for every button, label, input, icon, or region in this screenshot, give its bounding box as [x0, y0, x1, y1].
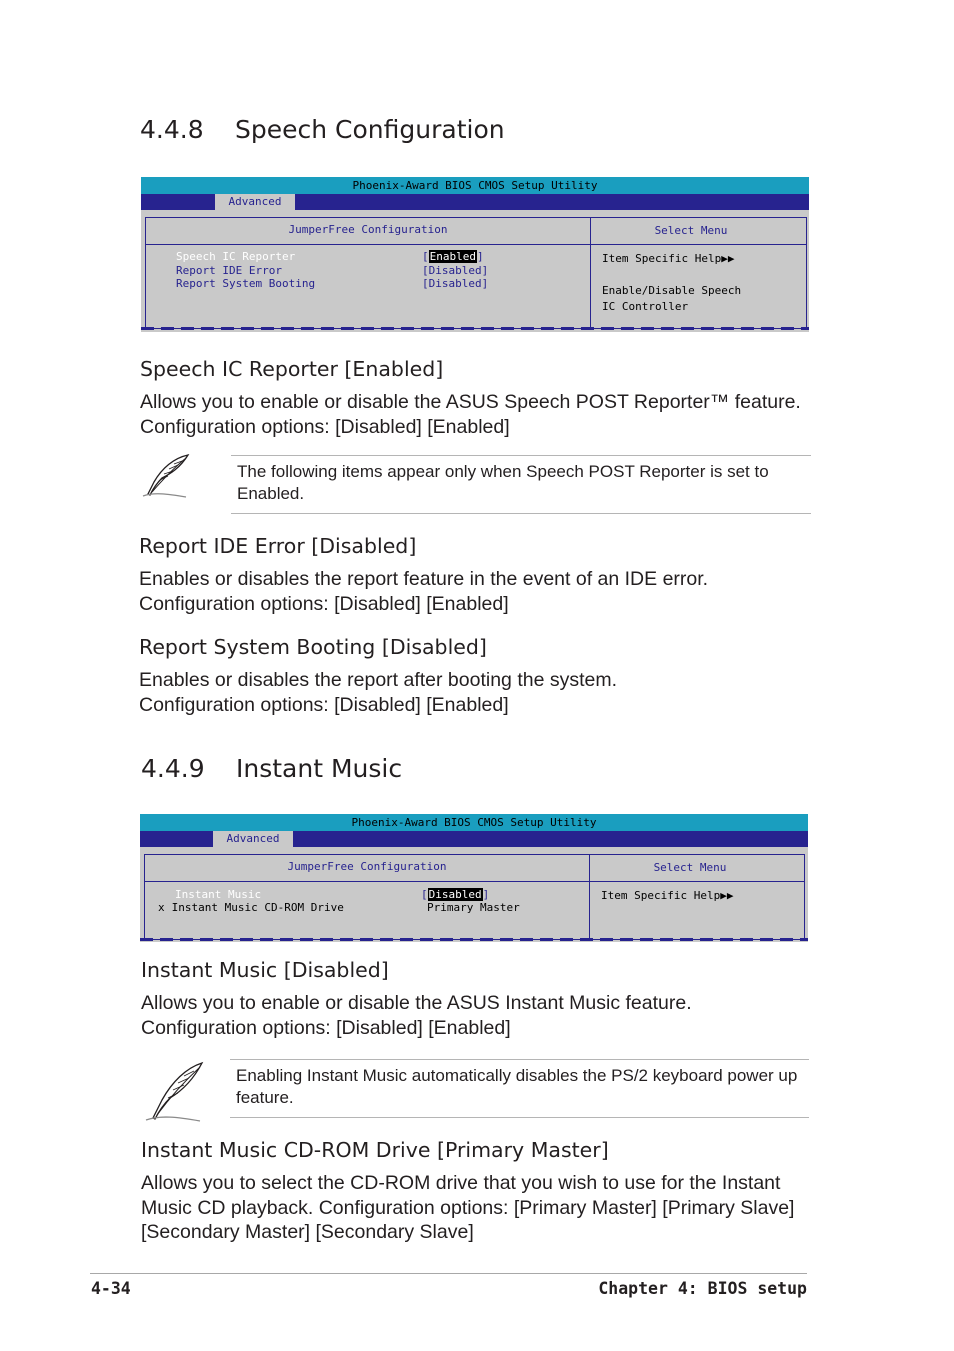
item-label: Instant Music CD-ROM Drive [171, 901, 344, 914]
help-line: Item Specific Help▶▶ [602, 252, 735, 265]
bios-item-value[interactable]: [Enabled] [422, 250, 484, 263]
tab-advanced[interactable]: Advanced [213, 831, 293, 847]
section-number: 4.4.9 [141, 754, 205, 783]
subsection-text: Allows you to enable or disable the ASUS Instant Music feature. Configuration options: [Disabled] [Enabled] [141, 992, 692, 1039]
panel-title: JumperFree Configuration [288, 223, 448, 236]
note-text: Enabling Instant Music automatically disables the PS/2 keyboard power up feature. [236, 1066, 798, 1107]
bios-item-speech-ic-reporter[interactable] [176, 250, 295, 264]
subsection-title: Report System Booting [Disabled] [139, 635, 487, 659]
bios-item-value[interactable]: [Disabled] [422, 264, 489, 277]
bios-item-value[interactable]: [Disabled] [422, 277, 489, 290]
bios-item-value[interactable]: Primary Master [427, 901, 520, 914]
subsection-text: Enables or disables the report feature in the event of an IDE error. Configuration options: [Disabled] [Enabled] [139, 568, 709, 615]
help-line: IC Controller [602, 300, 689, 313]
section-number: 4.4.8 [140, 115, 204, 144]
note-text: The following items appear only when Speech POST Reporter is set to Enabled. [237, 462, 769, 503]
subsection-text: Allows you to select the CD-ROM drive that you wish to use for the Instant Music CD playback. Configuration options: [Primary Master] [Primary Slave] [Secondary Master] [Secondary Slave] [141, 1172, 795, 1243]
subsection-title: Speech IC Reporter [Enabled] [140, 357, 444, 381]
bios-menu-bar [140, 831, 808, 847]
bios-screen-instant-music [140, 814, 808, 942]
bios-item-value[interactable]: [Disabled] [421, 888, 490, 901]
double-right-arrow-icon: ▶▶ [721, 252, 735, 265]
bios-item-report-ide-error[interactable] [176, 264, 282, 278]
tab-advanced[interactable]: Advanced [215, 194, 295, 210]
section-heading-speech-configuration [140, 115, 505, 144]
subsection-text: Enables or disables the report after booting the system. Configuration options: [Disabled] [Enabled] [139, 669, 618, 716]
bios-item-instant-music[interactable] [175, 888, 261, 902]
item-label: Report System Booting [176, 277, 316, 290]
bios-menu-bar [141, 194, 809, 210]
double-right-arrow-icon: ▶▶ [720, 889, 734, 902]
item-label: Instant Music [175, 888, 262, 901]
subsection-title: Instant Music [Disabled] [141, 958, 389, 982]
disabled-marker: x [158, 901, 165, 914]
item-label: Speech IC Reporter [176, 250, 296, 263]
help-title: Select Menu [653, 861, 727, 874]
section-title: Instant Music [236, 754, 403, 783]
bios-screen-speech [141, 177, 809, 332]
footer-rule [90, 1273, 807, 1274]
subsection-text: Allows you to enable or disable the ASUS Speech POST Reporter™ feature. Configuration options: [Disabled] [Enabled] [140, 391, 801, 438]
panel-title: JumperFree Configuration [287, 860, 447, 873]
chapter-title: Chapter 4: BIOS setup [598, 1279, 807, 1298]
note-box [231, 455, 811, 514]
bios-bottom-dashes [141, 327, 809, 330]
item-label: Report IDE Error [176, 264, 282, 277]
section-heading-instant-music [141, 754, 402, 783]
subsection-title: Report IDE Error [Disabled] [139, 534, 417, 558]
bios-title-bar: Phoenix-Award BIOS CMOS Setup Utility [140, 814, 808, 831]
feather-pen-icon [140, 452, 194, 500]
header-divider [144, 881, 805, 882]
section-title: Speech Configuration [235, 115, 505, 144]
item-value-highlight: Enabled [429, 250, 476, 263]
subsection-title: Instant Music CD-ROM Drive [Primary Master] [141, 1138, 609, 1162]
help-line: Enable/Disable Speech [602, 284, 742, 297]
bios-item-report-system-booting[interactable] [176, 277, 315, 291]
feather-pen-icon [142, 1060, 208, 1124]
bios-item-instant-music-cdrom-drive[interactable] [158, 901, 344, 915]
help-line: Item Specific Help▶▶ [601, 889, 734, 902]
page-number: 4-34 [91, 1279, 131, 1298]
header-divider [145, 244, 807, 245]
bios-bottom-dashes [140, 938, 808, 941]
item-value-highlight: Disabled [428, 888, 482, 901]
note-box [230, 1059, 809, 1118]
bios-title-bar: Phoenix-Award BIOS CMOS Setup Utility [141, 177, 809, 194]
help-title: Select Menu [654, 224, 728, 237]
